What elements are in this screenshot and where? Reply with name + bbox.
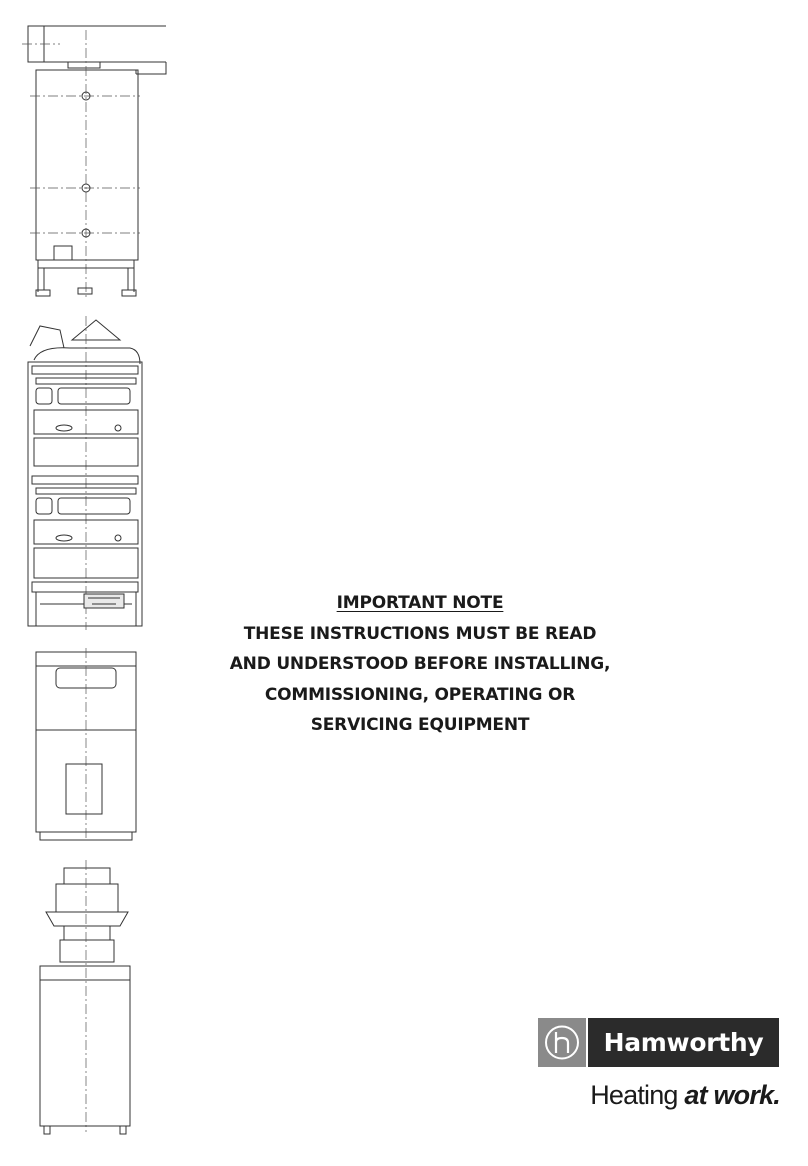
equipment-line-drawings [0,0,200,1166]
drawing-stacked-unit-front-view [28,316,142,630]
tagline-emphasis: at work. [684,1080,780,1110]
brand-name: Hamworthy [588,1018,779,1067]
important-note-line: SERVICING EQUIPMENT [310,715,530,735]
important-note-line: THESE INSTRUCTIONS MUST BE READ [243,623,597,644]
drawing-cabinet-front-view [36,648,136,840]
drawing-flue-terminal-unit [40,860,130,1134]
important-note-line: AND UNDERSTOOD BEFORE INSTALLING, [229,654,611,674]
important-note-line: COMMISSIONING, OPERATING OR [264,684,576,705]
important-note-title: IMPORTANT NOTE [336,593,504,613]
brand-tagline [590,1080,780,1111]
hamworthy-logo [538,1018,779,1067]
drawing-cylinder-side-view [22,26,166,300]
important-note [210,588,630,741]
h-circle-logo-icon [538,1018,586,1067]
tagline-plain: Heating [590,1080,685,1110]
